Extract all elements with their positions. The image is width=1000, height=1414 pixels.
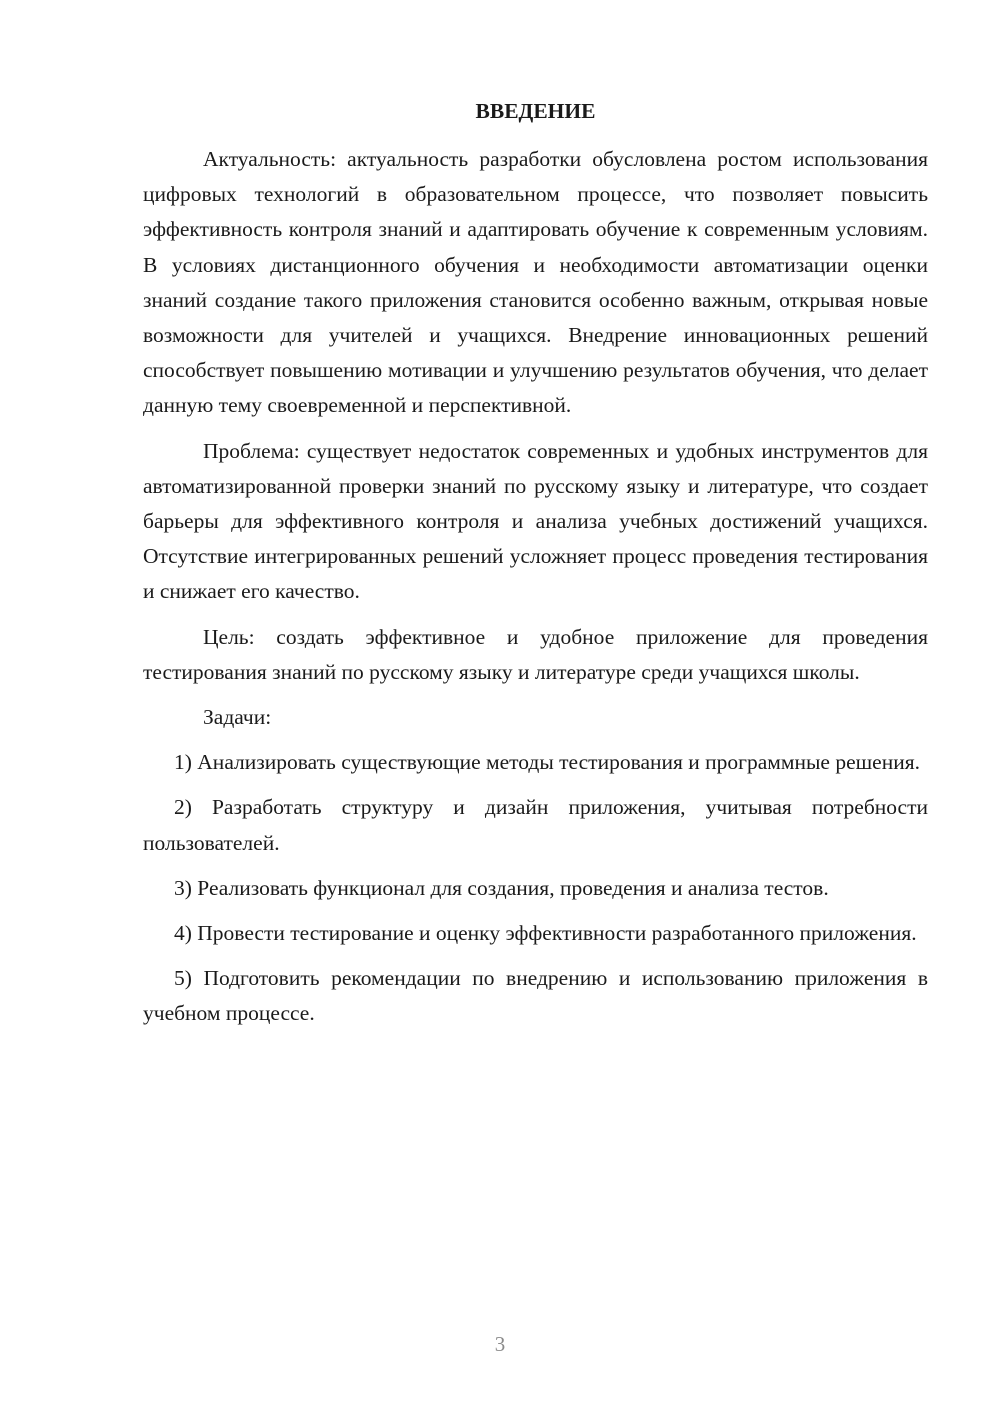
paragraph-goal: Цель: создать эффективное и удобное приложение для проведения тестирования знаний по русскому языку и литературе среди учащихся школы. <box>143 624 928 684</box>
task-item-4: 4) Провести тестирование и оценку эффективности разработанного приложения. <box>174 921 917 946</box>
tasks-heading: Задачи: <box>203 705 272 730</box>
paragraph-relevance: Актуальность: актуальность разработки обусловлена ростом использования цифровых технологий в образовательном процессе, что позволяет повысить эффективность контроля знаний и адаптировать обучение к современным условиям. В условиях дистанционного обучения и необходимости автоматизации оценки знаний создание такого приложения становится особенно важным, открывая новые возможности для учителей и учащихся. Внедрение инновационных решений способствует повышению мотивации и улучшению результатов обучения, что делает данную тему своевременной и перспективной. <box>143 147 928 418</box>
paragraph-problem: Проблема: существует недостаток современных и удобных инструментов для автоматизированной проверки знаний по русскому языку и литературе, что создает барьеры для эффективного контроля и анализа учебных достижений учащихся. Отсутствие интегрированных решений усложняет процесс проведения тестирования и снижает его качество. <box>143 438 928 604</box>
document-body <box>143 94 928 1042</box>
task-item-5: 5) Подготовить рекомендации по внедрению и использованию приложения в учебном процессе. <box>143 966 928 1026</box>
task-item-1: 1) Анализировать существующие методы тестирования и программные решения. <box>174 750 921 775</box>
page-number: 3 <box>494 1332 506 1356</box>
task-item-3: 3) Реализовать функционал для создания, проведения и анализа тестов. <box>174 875 829 900</box>
section-title: ВВЕДЕНИЕ <box>475 99 596 123</box>
task-item-2: 2) Разработать структуру и дизайн приложения, учитывая потребности пользователей. <box>143 795 928 855</box>
